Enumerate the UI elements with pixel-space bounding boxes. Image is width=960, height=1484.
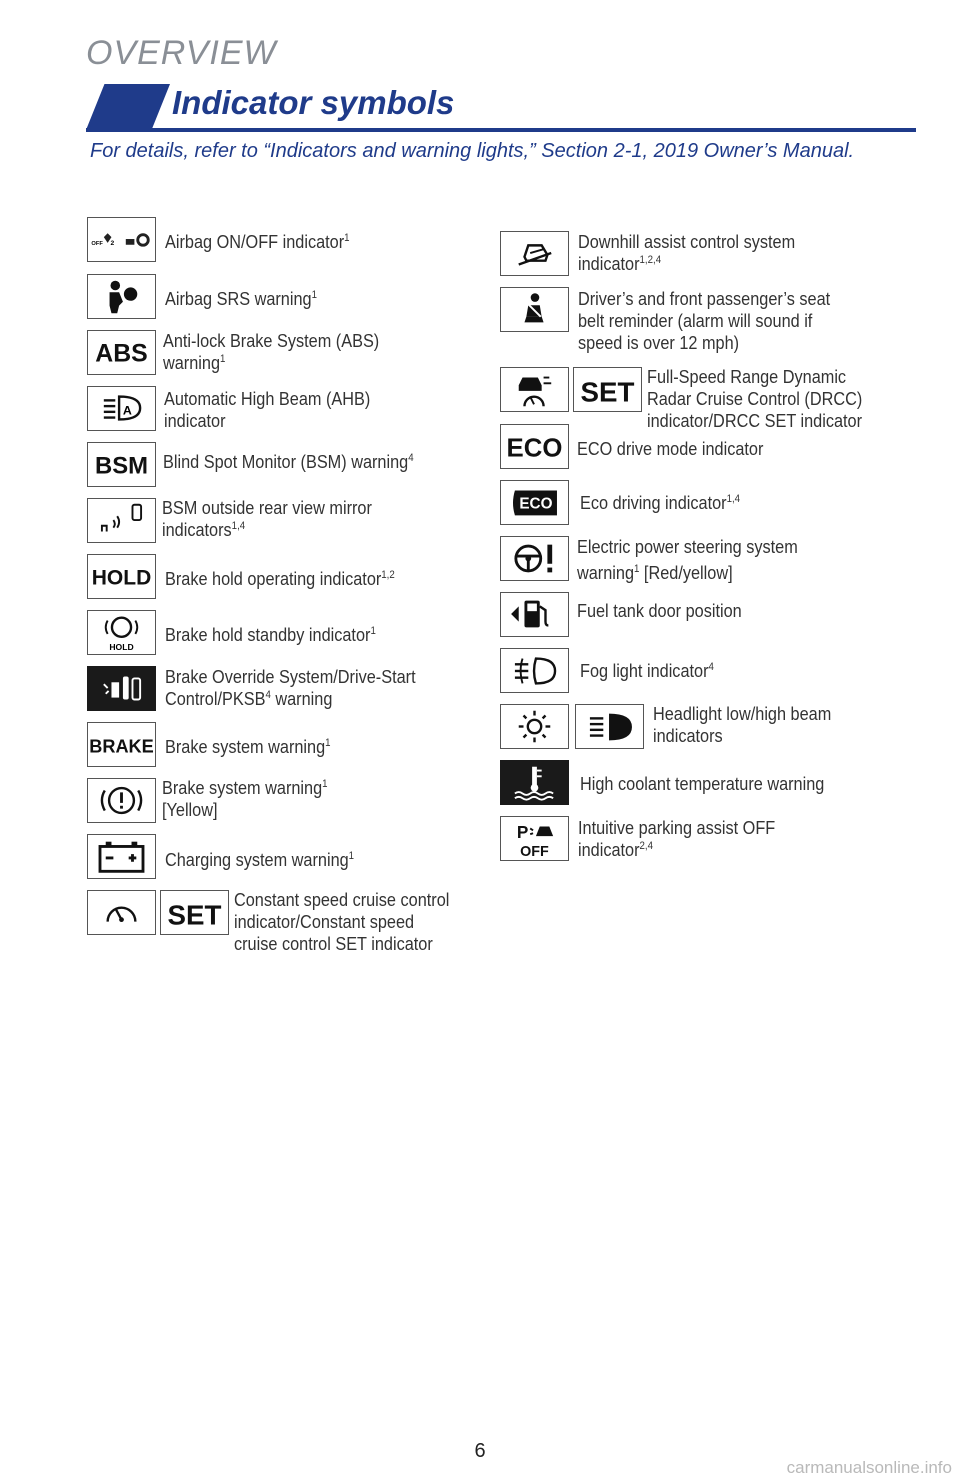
bsm-mirror-icon <box>87 498 156 543</box>
svg-text:OFF: OFF <box>91 240 103 247</box>
label-brake-hold-operating: Brake hold operating indicator$^{1,2}$ <box>165 568 395 589</box>
label-brake-override: Brake Override System/Drive-Start Control/PKSB$^4$ warning <box>165 666 416 709</box>
label-parking-assist-off: Intuitive parking assist OFF indicator$^{2,4}$ <box>578 817 776 860</box>
svg-text:BSM: BSM <box>94 452 149 480</box>
label-seatbelt: Driver’s and front passenger’s seat belt reminder (alarm will sound if speed is over 12 mph) <box>578 288 831 353</box>
label-headlight: Headlight low/high beam indicators <box>653 703 832 746</box>
label-bsm: Blind Spot Monitor (BSM) warning$^4$ <box>163 451 414 472</box>
ahb-icon <box>87 386 156 431</box>
label-airbag-on-off: Airbag ON/OFF indicator$^1$ <box>165 231 350 252</box>
svg-text:ECO: ECO <box>506 434 563 463</box>
drcc-icon <box>500 367 569 412</box>
downhill-icon <box>500 231 569 276</box>
svg-text:P: P <box>516 822 529 843</box>
svg-text:A: A <box>122 403 132 418</box>
label-airbag-srs: Airbag SRS warning$^1$ <box>165 288 317 309</box>
svg-text:SET: SET <box>167 899 222 931</box>
abs-icon <box>87 330 156 375</box>
headlight-high-icon <box>575 704 644 749</box>
title-rule <box>86 128 916 132</box>
bsm-icon <box>87 442 156 487</box>
steering-warning-icon <box>500 536 569 581</box>
cruise-icon <box>87 890 156 935</box>
label-eco-driving: Eco driving indicator$^{1,4}$ <box>580 492 741 513</box>
svg-text:SET: SET <box>580 376 635 408</box>
label-brake-hold-standby: Brake hold standby indicator$^1$ <box>165 624 376 645</box>
page-number: 6 <box>474 1440 486 1462</box>
brake-override-icon <box>87 666 156 711</box>
eco-mode-icon <box>500 424 569 469</box>
label-drcc: Full-Speed Range Dynamic Radar Cruise Control (DRCC) indicator/DRCC SET indicator <box>647 366 863 431</box>
label-eco-mode: ECO drive mode indicator <box>577 438 764 459</box>
label-brake-system-yellow: Brake system warning$^1$ [Yellow] <box>162 777 328 820</box>
svg-text:ABS: ABS <box>95 340 148 368</box>
headlight-low-icon <box>500 704 569 749</box>
fuel-icon <box>500 592 569 637</box>
label-abs: Anti-lock Brake System (ABS) warning$^1$ <box>163 330 380 373</box>
parking-assist-off-icon <box>500 816 569 861</box>
brake-hold-standby-icon <box>87 610 156 655</box>
drcc-set-icon <box>573 367 642 412</box>
label-fuel: Fuel tank door position <box>577 600 742 621</box>
svg-text:HOLD: HOLD <box>109 642 134 653</box>
set-icon <box>160 890 229 935</box>
svg-text:ECO: ECO <box>519 495 553 513</box>
label-downhill: Downhill assist control system indicator$^{1,2,4}$ <box>578 231 796 274</box>
section-label: OVERVIEW <box>86 34 277 72</box>
svg-text:OFF: OFF <box>520 844 549 860</box>
label-bsm-mirror: BSM outside rear view mirror indicators$^{1,4}$ <box>162 497 372 540</box>
airbag-srs-icon <box>87 274 156 319</box>
eco-driving-icon <box>500 480 569 525</box>
title-tab <box>86 84 170 130</box>
hold-icon <box>87 554 156 599</box>
label-fog-light: Fog light indicator$^4$ <box>580 660 714 681</box>
coolant-icon <box>500 760 569 805</box>
label-coolant: High coolant temperature warning <box>580 773 825 794</box>
watermark: carmanualsonline.info <box>786 1458 952 1477</box>
label-charging-system: Charging system warning$^1$ <box>165 849 355 870</box>
label-steering-warning: Electric power steering system warning$^1$ [Red/yellow] <box>577 536 798 583</box>
svg-text:BRAKE: BRAKE <box>89 736 154 757</box>
brake-exclamation-icon <box>87 778 156 823</box>
subtitle: For details, refer to “Indicators and warning lights,” Section 2-1, 2019 Owner’s Manual. <box>90 140 855 162</box>
page-title: Indicator symbols <box>172 84 455 121</box>
battery-icon <box>87 834 156 879</box>
svg-text:2: 2 <box>110 239 115 247</box>
brake-text-icon <box>87 722 156 767</box>
label-constant-speed-cruise: Constant speed cruise control indicator/Constant speed cruise control SET indicator <box>234 889 450 954</box>
seatbelt-icon <box>500 287 569 332</box>
airbag-on-off-icon <box>87 217 156 262</box>
svg-text:HOLD: HOLD <box>91 566 152 590</box>
fog-light-icon <box>500 648 569 693</box>
label-brake-system: Brake system warning$^1$ <box>165 736 331 757</box>
label-ahb: Automatic High Beam (AHB) indicator <box>164 388 371 431</box>
